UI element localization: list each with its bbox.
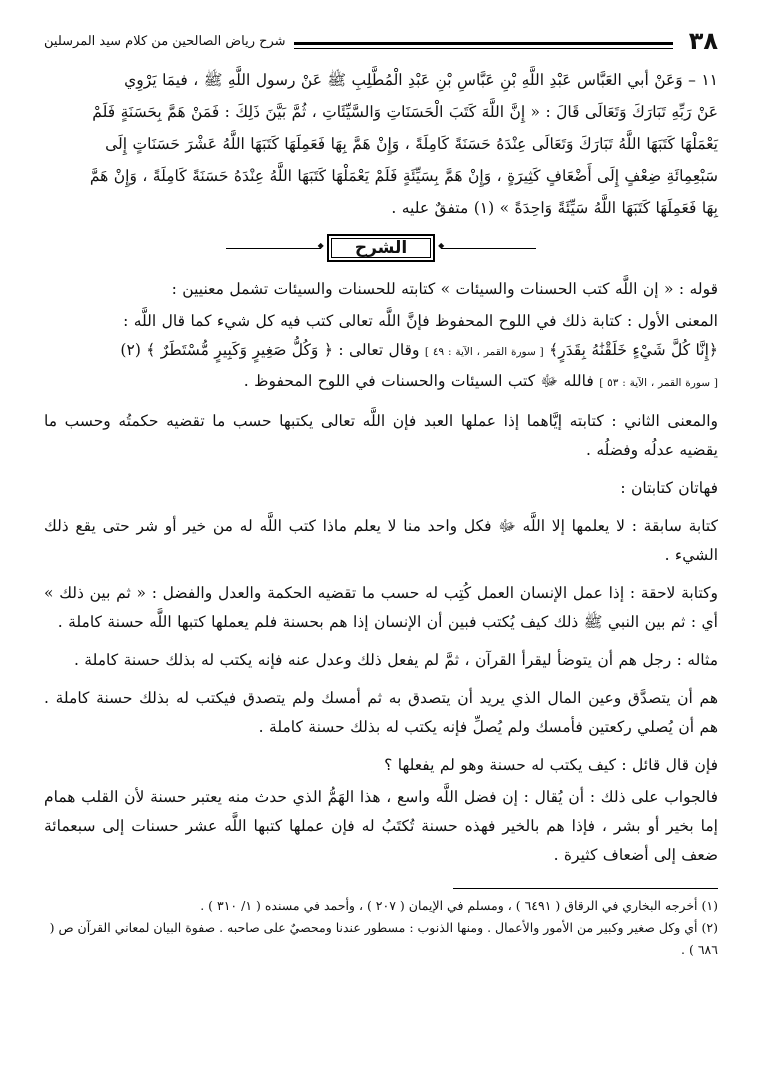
footnote-rule	[453, 888, 718, 889]
paragraph-text: فالله ﷻ كتب السيئات والحسنات في اللوح المحفوظ .	[243, 372, 594, 390]
paragraph: وكتابة لاحقة : إذا عمل الإنسان العمل كُتِب له حسب ما تقضيه الحكمة والعدل والفضل : « ثم بين ذلك » أي : ثم بين النبي ﷺ ذلك كيف يُكتب فبين أن الإنسان إذا هم بحسنة فلم يعملها كتبها اللَّه حسنة كاملة .	[44, 584, 718, 631]
paragraph: مثاله : رجل هم أن يتوضأ ليقرأ القرآن ، ثمَّ لم يفعل ذلك وعدل عنه فإنه يكتب له بذلك حسنة كاملة .	[73, 651, 718, 669]
verse-reference: [ سورة القمر ، الآية : ٥٣ ]	[599, 377, 718, 389]
ornament-line	[441, 248, 536, 249]
paragraph: هم أن يتصدَّق وعين المال الذي يريد أن يتصدق به ثم أمسك ولم يتصدق فيكتب له بذلك حسنة كاملة . هم أن يُصلي ركعتين فأمسك ولم يُصلِّ فإنه يكتب له بذلك حسنة كاملة .	[44, 689, 718, 736]
running-title: شرح رياض الصالحين من كلام سيد المرسلين	[44, 33, 286, 49]
paragraph: فإن قال قائل : كيف يكتب له حسنة وهو لم يفعلها ؟	[384, 756, 718, 774]
paragraph: قوله : « إن اللَّه كتب الحسنات والسيئات » كتابته للحسنات والسيئات تشمل معنيين :	[171, 280, 718, 298]
header-rule	[294, 42, 673, 45]
paragraph-text: المعنى الأول : كتابة ذلك في اللوح المحفوظ فإنَّ اللَّه تعالى كتب فيه كل شيء كما قال اللَّه :	[123, 312, 718, 330]
page-header	[44, 24, 718, 58]
hadith-line: ١١ – وَعَنْ أبي العَبَّاس عَبْدِ اللَّهِ بْنِ عَبَّاسِ بْنِ عَبْدِ الْمُطَّلِبِ ﷺ عَنْ رسول اللَّهِ ﷺ ، فيمَا يَرْوِي	[124, 71, 718, 89]
quran-verse: ﴿إِنَّا كُلَّ شَيْءٍ خَلَقْنَٰهُ بِقَدَرٍ﴾	[549, 341, 718, 359]
paragraph: كتابة سابقة : لا يعلمها إلا اللَّه ﷻ فكل واحد منا لا يعلم ماذا كتب اللَّه له من خير أو شر حتى يقع ذلك الشيء .	[44, 517, 718, 564]
hadith-line: عَنْ رَبِّهِ تَبَارَكَ وَتَعَالَى قَالَ : « إِنَّ اللَّهَ كَتَبَ الْحَسَنَاتِ وَالسَّيِّئَاتِ ، ثُمَّ بَيَّنَ ذَلِكَ : فَمَنْ هَمَّ بِحَسَنَةٍ فَلَمْ	[92, 103, 718, 121]
sharh-title: الشرح	[327, 234, 435, 262]
paragraph	[44, 307, 718, 336]
hadith-text	[44, 66, 718, 223]
paragraph	[44, 336, 718, 367]
verse-reference: [ سورة القمر ، الآية : ٤٩ ]	[424, 346, 544, 358]
ornament-line	[226, 248, 321, 249]
paragraph	[44, 367, 718, 398]
paragraph: فهاتان كتابتان :	[620, 479, 718, 497]
paragraph: والمعنى الثاني : كتابته إيَّاهما إذا عملها العبد فإن اللَّه تعالى يكتبها حسب ما تقضيه حكمتُه وحسب ما يقضيه عدلُه وفضلُه .	[44, 412, 718, 459]
hadith-line: يَعْمَلْهَا كَتَبَهَا اللَّهُ تَبَارَكَ وَتَعَالَى عِنْدَهُ حَسَنَةً كَامِلَةً ، وَإِنْ هَمَّ بِهَا فَعَمِلَهَا كَتَبَهَا اللَّهُ عَشْرَ حَسَنَاتٍ إِلَى	[105, 135, 718, 153]
paragraph-text: وقال تعالى : ﴿ وَكُلُّ صَغِيرٍ وَكَبِيرٍ مُّسْتَطَرٌ ﴾ (٢)	[120, 341, 420, 359]
paragraph: فالجواب على ذلك : أن يُقال : إن فضل اللَّه واسع ، هذا الهَمُّ الذي حدث منه يعتبر حسنة لأن القلب همام إما بخير أو بشر ، فإذا هم بالخير فهذه حسنة تُكتَبُ له فإن عملها كتبها اللَّه عشر حسنات إلى سبعمائة ضعف إلى أضعاف كثيرة .	[44, 788, 718, 864]
page-number: ٣٨	[688, 27, 718, 55]
footnote: (١) أخرجه البخاري في الرقاق ( ٦٤٩١ ) ، ومسلم في الإيمان ( ٢٠٧ ) ، وأحمد في مسنده ( ١/ ٣١٠ ) .	[200, 898, 718, 913]
hadith-line: بِهَا فَعَمِلَهَا كَتَبَهَا اللَّهُ سَيِّئَةً وَاحِدَةً » (١) متفقٌ عليه .	[391, 199, 718, 217]
hadith-line: سَبْعِمِائَةِ ضِعْفٍ إِلَى أَضْعَافٍ كَثِيرَةٍ ، وَإِنْ هَمَّ بِسَيِّئَةٍ فَلَمْ يَعْمَلْهَا كَتَبَهَا اللَّهُ عِنْدَهُ حَسَنَةً كَامِلَةً ، وَإِنْ هَمَّ	[89, 167, 718, 185]
page	[44, 24, 718, 1060]
footnote: (٢) أي وكل صغير وكبير من الأمور والأعمال . ومنها الذنوب : مسطور عندنا ومحصيٌ على صاحبه . صفوة البيان لمعاني القرآن ص ( ٦٨٦ ) .	[49, 920, 718, 957]
sharh-heading	[44, 231, 718, 265]
